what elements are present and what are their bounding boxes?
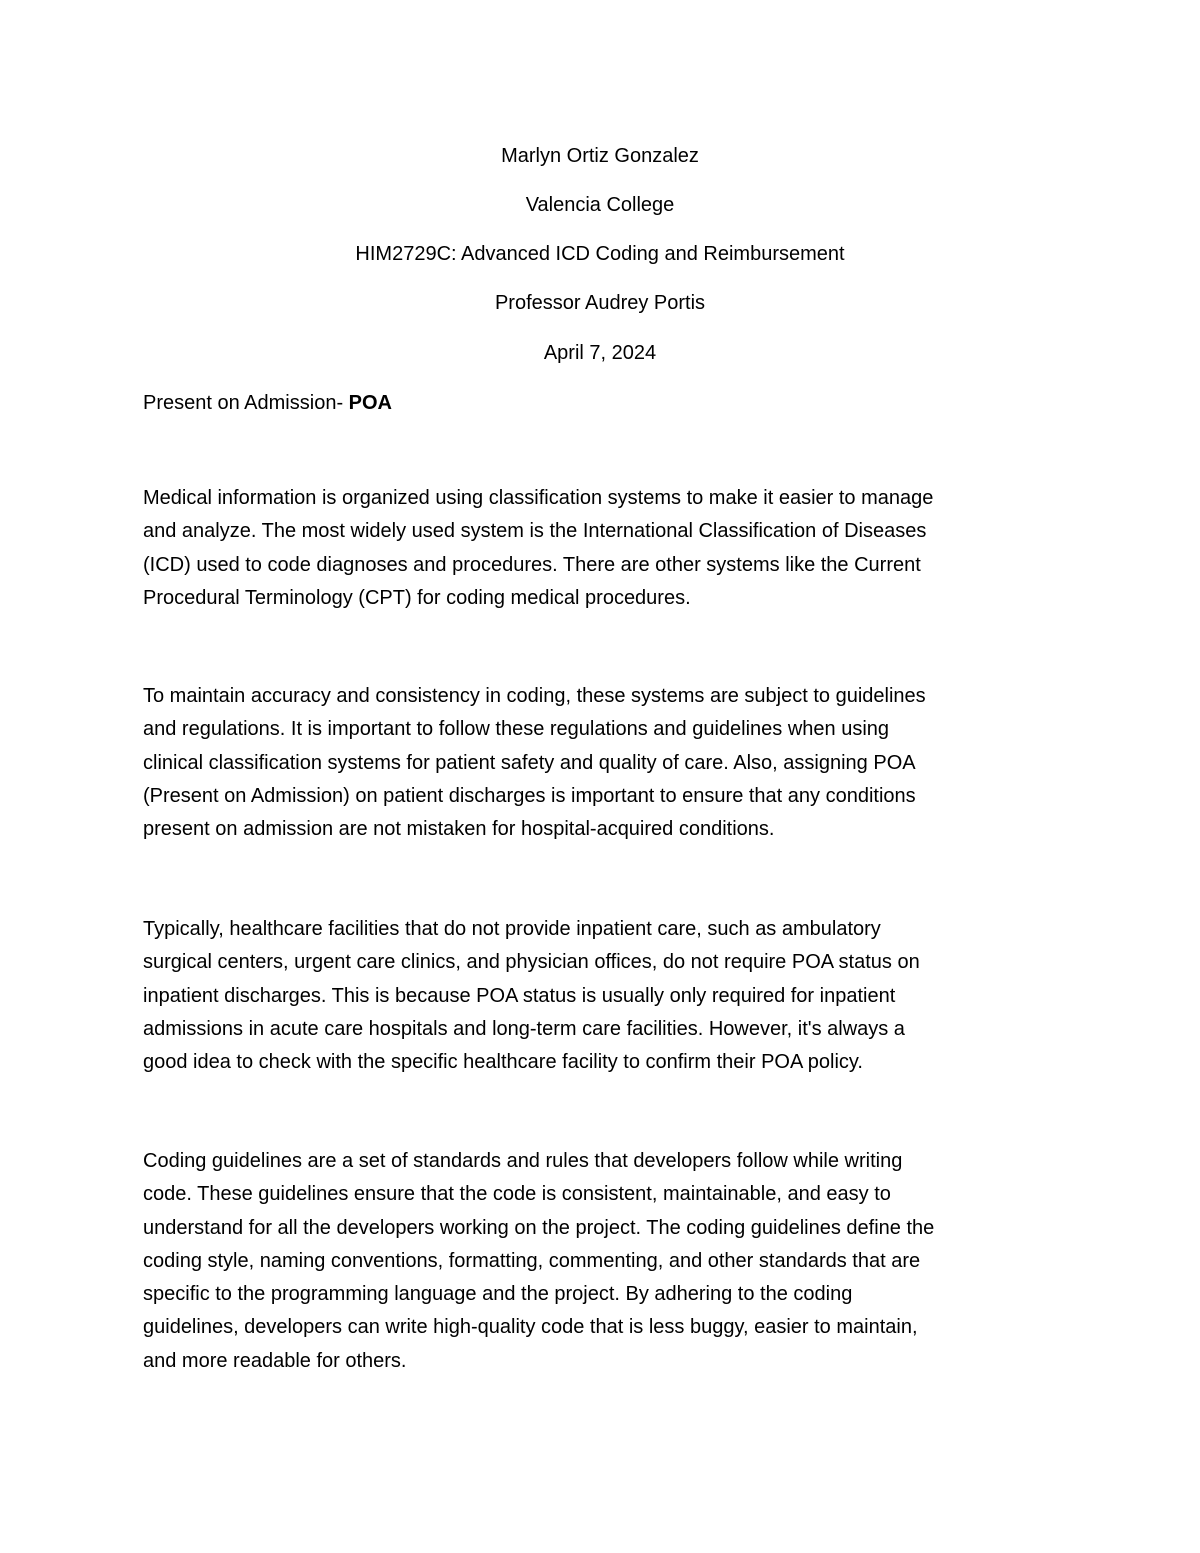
- paragraph-line: Coding guidelines are a set of standards and rules that developers follow while writing: [143, 1150, 903, 1172]
- paragraph-line: understand for all the developers working on the project. The coding guidelines define the: [143, 1216, 935, 1239]
- document-date: April 7, 2024: [543, 342, 657, 364]
- paragraph-3: [143, 913, 1058, 1079]
- paragraph-line: and more readable for others.: [143, 1349, 407, 1372]
- document-title: [143, 390, 392, 416]
- course-title: HIM2729C: Advanced ICD Coding and Reimbursement: [355, 243, 845, 265]
- paragraph-line: (ICD) used to code diagnoses and procedures. There are other systems like the Current: [143, 553, 921, 576]
- paragraph-line: clinical classification systems for patient safety and quality of care. Also, assigning POA: [143, 751, 916, 774]
- paragraph-line: (Present on Admission) on patient discharges is important to ensure that any conditions: [143, 784, 916, 807]
- paragraph-1: [143, 482, 1058, 615]
- paragraph-line: To maintain accuracy and consistency in coding, these systems are subject to guidelines: [143, 685, 926, 707]
- paragraph-line: and regulations. It is important to follow these regulations and guidelines when using: [143, 718, 890, 741]
- paragraph-line: specific to the programming language and the project. By adhering to the coding: [143, 1283, 853, 1306]
- title-bold: POA: [348, 392, 392, 414]
- paragraph-line: present on admission are not mistaken for hospital-acquired conditions.: [143, 818, 775, 841]
- author-name: Marlyn Ortiz Gonzalez: [501, 145, 699, 167]
- paragraph-line: admissions in acute care hospitals and long-term care facilities. However, it's always a: [143, 1017, 905, 1040]
- paragraph-line: Typically, healthcare facilities that do not provide inpatient care, such as ambulatory: [143, 918, 881, 940]
- paragraph-4: [143, 1145, 1058, 1378]
- institution-name: Valencia College: [525, 194, 675, 216]
- paragraph-line: coding style, naming conventions, formatting, commenting, and other standards that are: [143, 1249, 921, 1272]
- paragraph-line: Medical information is organized using classification systems to make it easier to manage: [143, 487, 934, 509]
- professor-name: Professor Audrey Portis: [494, 292, 706, 314]
- paragraph-line: good idea to check with the specific healthcare facility to confirm their POA policy.: [143, 1051, 863, 1074]
- title-prefix: Present on Admission-: [143, 392, 349, 414]
- paragraph-line: surgical centers, urgent care clinics, and physician offices, do not require POA status on: [143, 951, 920, 974]
- paragraph-line: guidelines, developers can write high-quality code that is less buggy, easier to maintain,: [143, 1316, 918, 1339]
- paragraph-line: code. These guidelines ensure that the code is consistent, maintainable, and easy to: [143, 1183, 891, 1206]
- paragraph-2: [143, 680, 1058, 846]
- paragraph-line: Procedural Terminology (CPT) for coding medical procedures.: [143, 586, 691, 609]
- paragraph-line: and analyze. The most widely used system is the International Classification of Diseases: [143, 520, 927, 543]
- paragraph-line: inpatient discharges. This is because POA status is usually only required for inpatient: [143, 984, 896, 1007]
